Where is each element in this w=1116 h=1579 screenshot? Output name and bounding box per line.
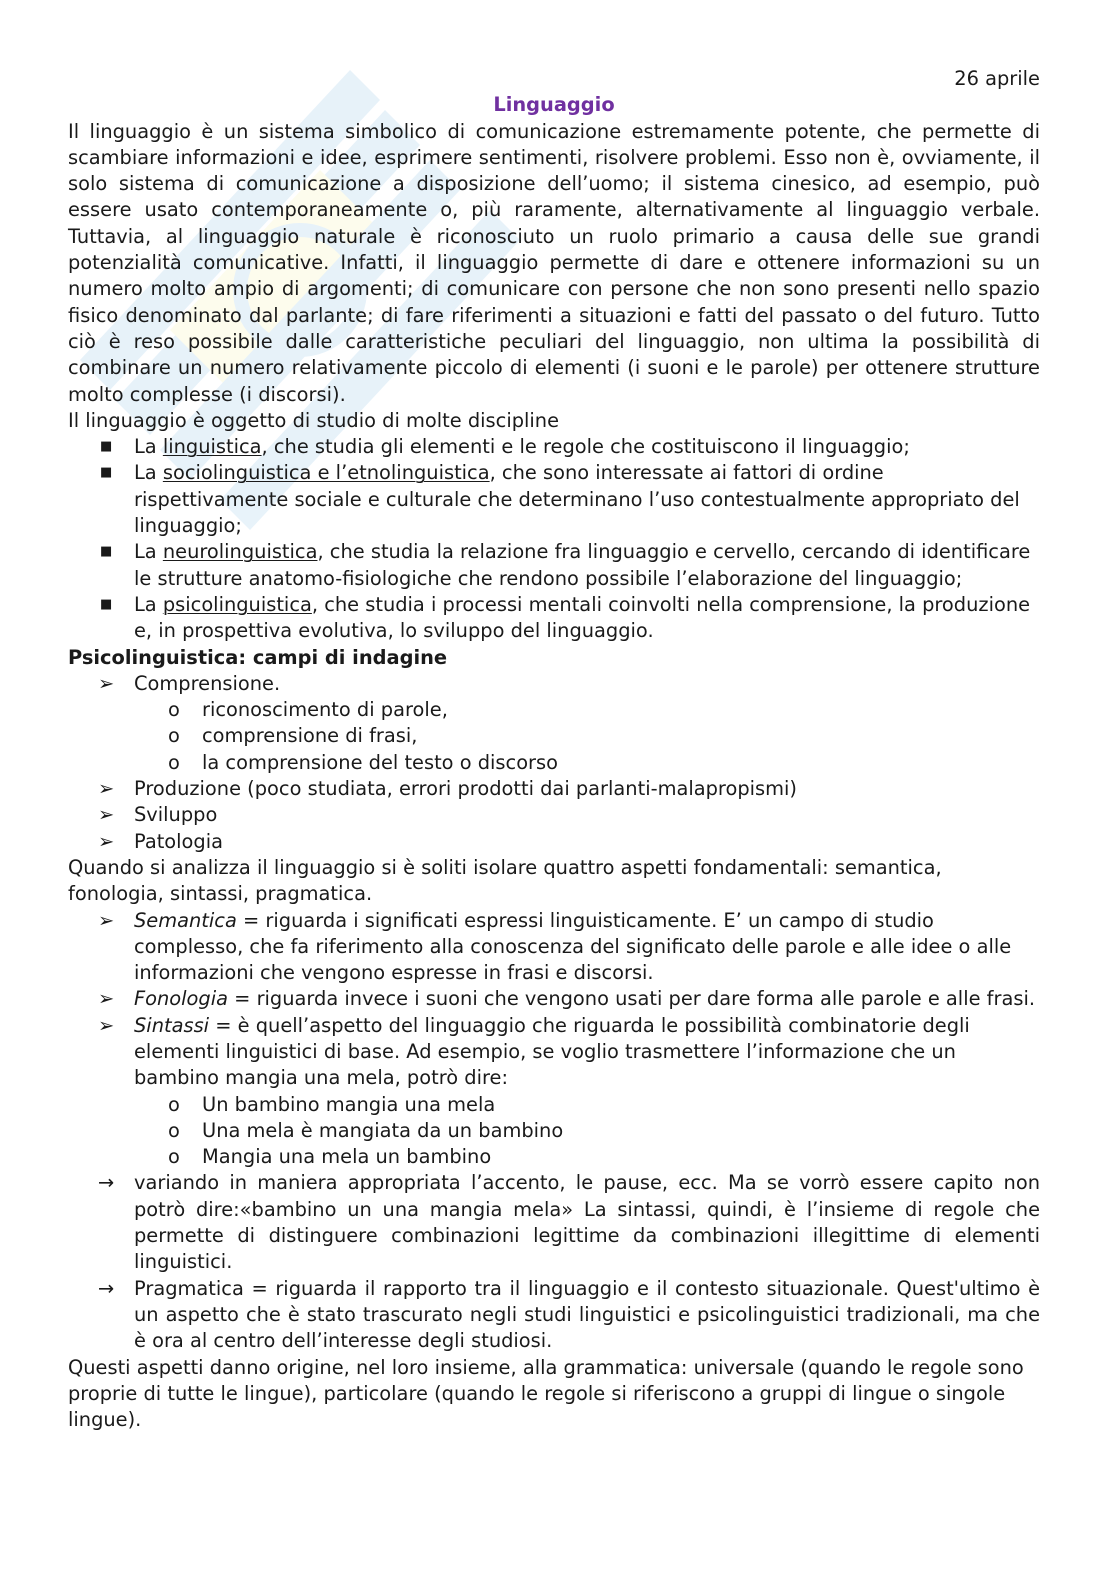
list-item: ➢ Fonologia = riguarda invece i suoni che vengono usati per dare forma alle parole e alle frasi. — [68, 986, 1040, 1012]
list-item: o Mangia una mela un bambino — [68, 1144, 1040, 1170]
list-item: ■ La neurolinguistica, che studia la relazione fra linguaggio e cervello, cercando di identificare le strutture anatomo-fisiologiche che rendono possibile l’elaborazione del linguaggio; — [100, 540, 1031, 590]
closing-paragraph: Questi aspetti danno origine, nel loro insieme, alla grammatica: universale (quando le regole sono proprie di tutte le lingue), particolare (quando le regole si riferiscono a gruppi di lingue o singole lingue). — [68, 1355, 1024, 1432]
list-item: o comprensione di frasi, — [68, 723, 1040, 749]
list-item: ➢ Semantica = riguarda i significati espressi linguisticamente. E’ un campo di studio complesso, che fa riferimento alla conoscenza del significato delle parole e alle idee o alle informazioni che vengono espresse in frasi e discorsi. — [98, 908, 1012, 985]
arrow-right-icon: → — [98, 1276, 115, 1300]
term-linguistica: linguistica — [162, 435, 262, 459]
circle-bullet-icon: o — [168, 1118, 180, 1142]
section-heading: Psicolinguistica: campi di indagine — [68, 645, 448, 669]
fields-list — [68, 671, 1040, 855]
circle-bullet-icon: o — [168, 1092, 180, 1116]
term-psicolinguistica: psicolinguistica — [162, 592, 312, 616]
square-bullet-icon: ■ — [100, 544, 113, 560]
list-item: ➢ Sviluppo — [68, 802, 1040, 828]
list-item: → variando in maniera appropriata l’accento, le pause, ecc. Ma se vorrò essere capito non potrò dire:«bambino un una mangia mela» La sintassi, quindi, è l’insieme di regole che permette di distinguere combinazioni legittime da combinazioni illegittime di elementi linguistici. — [98, 1171, 1040, 1274]
circle-bullet-icon: o — [168, 698, 180, 722]
list-item: o Una mela è mangiata da un bambino — [68, 1118, 1040, 1144]
term-sociolinguistica: sociolinguistica e l’etnolinguistica — [162, 461, 490, 485]
page-title: Linguaggio — [493, 93, 615, 117]
list-item: ➢ Produzione (poco studiata, errori prodotti dai parlanti-malapropismi) — [68, 776, 1040, 802]
arrowhead-bullet-icon: ➢ — [98, 671, 115, 695]
arrowhead-bullet-icon: ➢ — [98, 777, 115, 801]
disciplines-intro: Il linguaggio è oggetto di studio di molte discipline — [68, 408, 560, 432]
square-bullet-icon: ■ — [100, 465, 113, 481]
circle-bullet-icon: o — [168, 1145, 180, 1169]
list-item: o riconoscimento di parole, — [68, 697, 1040, 723]
list-item: → Pragmatica = riguarda il rapporto tra il linguaggio e il contesto situazionale. Quest'ultimo è un aspetto che è stato trascurato negli studi linguistici e psicolinguistici tradizionali, ma che è ora al centro dell’interesse degli studiosi. — [98, 1276, 1040, 1353]
disciplines-list — [68, 434, 1040, 644]
arrowhead-bullet-icon: ➢ — [98, 908, 115, 932]
list-item: o Un bambino mangia una mela — [68, 1092, 1040, 1118]
list-item: ■ La psicolinguistica, che studia i processi mentali coinvolti nella comprensione, la produzione e, in prospettiva evolutiva, lo sviluppo del linguaggio. — [100, 592, 1031, 643]
aspects-list — [68, 908, 1040, 1355]
square-bullet-icon: ■ — [100, 439, 113, 455]
term-sintassi: Sintassi — [134, 1013, 210, 1037]
list-item: ➢ Comprensione. — [68, 671, 1040, 697]
aspects-intro: Quando si analizza il linguaggio si è soliti isolare quattro aspetti fondamentali: semantica, fonologia, sintassi, pragmatica. — [68, 855, 942, 906]
list-item: ■ La sociolinguistica e l’etnolinguistica, che sono interessate ai fattori di ordine rispettivamente sociale e culturale che determinano l’uso contestualmente appropriato del linguaggio; — [100, 461, 1020, 538]
date: 26 aprile — [954, 67, 1040, 90]
list-item: ➢ Patologia — [68, 829, 1040, 855]
document-page — [68, 66, 1040, 1433]
term-neurolinguistica: neurolinguistica — [162, 540, 318, 564]
circle-bullet-icon: o — [168, 724, 180, 748]
arrow-right-icon: → — [98, 1171, 115, 1195]
square-bullet-icon: ■ — [100, 596, 113, 612]
list-item: o la comprensione del testo o discorso — [68, 750, 1040, 776]
arrowhead-bullet-icon: ➢ — [98, 829, 115, 853]
arrowhead-bullet-icon: ➢ — [98, 803, 115, 827]
term-semantica: Semantica — [134, 908, 237, 932]
arrowhead-bullet-icon: ➢ — [98, 987, 115, 1011]
list-item: ➢ Sintassi = è quell’aspetto del linguaggio che riguarda le possibilità combinatorie degli elementi linguistici di base. Ad esempio, se voglio trasmettere l’informazione che un bambino mangia una mela, potrò dire: — [98, 1013, 970, 1090]
arrowhead-bullet-icon: ➢ — [98, 1013, 115, 1037]
circle-bullet-icon: o — [168, 750, 180, 774]
intro-paragraph: Il linguaggio è un sistema simbolico di comunicazione estremamente potente, che permette di scambiare informazioni e idee, esprimere sentimenti, risolvere problemi. Esso non è, ovviamente, il solo sistema di comunicazione a disposizione dell’uomo; il sistema cinesico, ad esempio, può essere usato contemporaneamente o, più raramente, alternativamente al linguaggio verbale. Tuttavia, al linguaggio naturale è riconosciuto un ruolo primario a causa delle sue grandi potenzialità comunicative. Infatti, il linguaggio permette di dare e ottenere informazioni su un numero molto ampio di argomenti; di comunicare con persone che non sono presenti nello spazio fisico denominato dal parlante; di fare riferimenti a situazioni e fatti del passato o del futuro. Tutto ciò è reso possibile dalle caratteristiche peculiari del linguaggio, non ultima la possibilità di combinare un numero relativamente piccolo di elementi (i suoni e le parole) per ottenere strutture molto complesse (i discorsi). — [68, 119, 1040, 406]
term-fonologia: Fonologia — [134, 987, 228, 1011]
list-item: ■ La linguistica, che studia gli elementi e le regole che costituiscono il linguaggio; — [68, 434, 1040, 460]
